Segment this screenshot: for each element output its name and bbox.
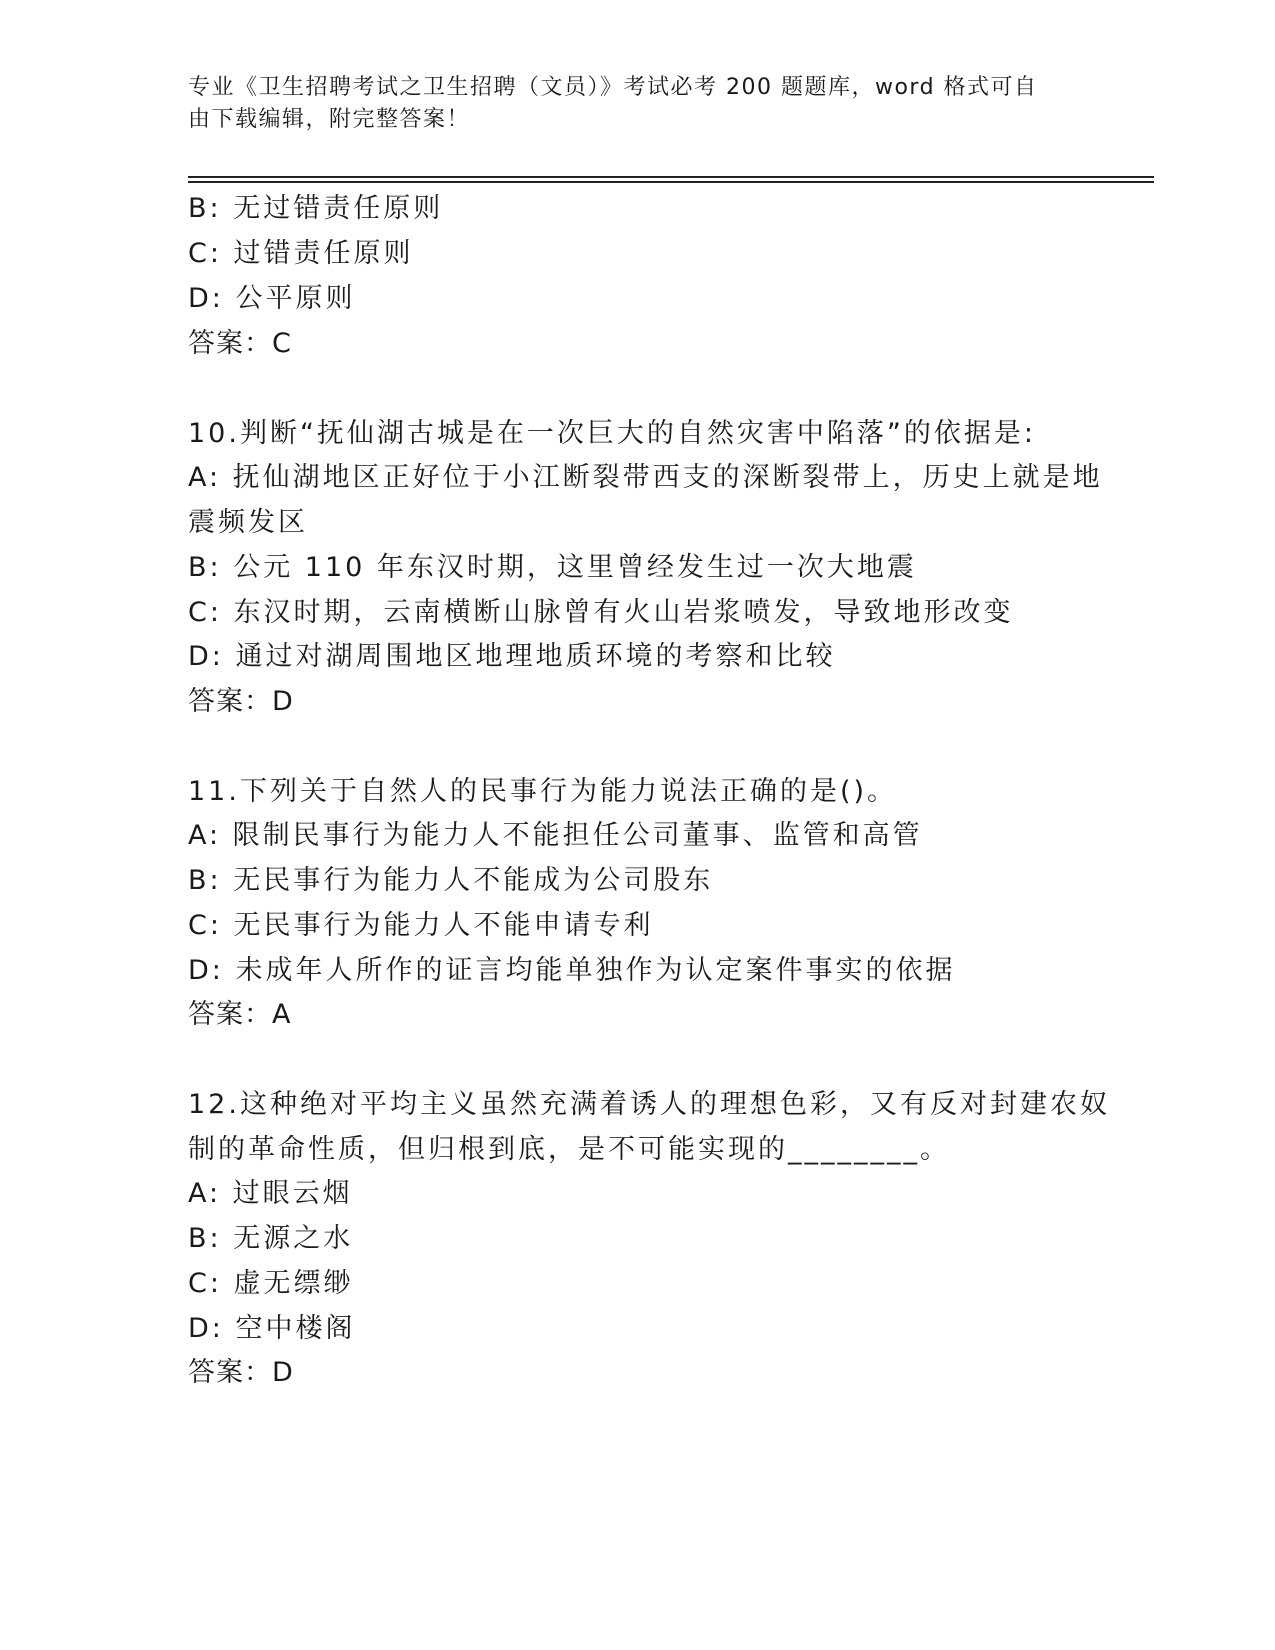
q11-stem: 11.下列关于自然人的民事行为能力说法正确的是()。 [188,776,898,807]
q10-option-a-line-2: 震频发区 [188,507,308,538]
q12-option-b: B: 无源之水 [188,1223,354,1254]
header-line-2: 由下载编辑，附完整答案！ [188,107,471,132]
q12-answer: 答案：D [188,1357,294,1388]
header-line-1: 专业《卫生招聘考试之卫生招聘（文员）》考试必考 200 题题库，word 格式可自 [188,75,1038,100]
q11-option-d: D: 未成年人所作的证言均能单独作为认定案件事实的依据 [188,955,956,986]
q12-option-c: C: 虚无缥缈 [188,1268,354,1299]
q10-stem: 10.判断“抚仙湖古城是在一次巨大的自然灾害中陷落”的依据是: [188,418,1037,449]
q12-stem-line-1: 12.这种绝对平均主义虽然充满着诱人的理想色彩，又有反对封建农奴 [188,1089,1110,1120]
q12-option-a: A: 过眼云烟 [188,1178,353,1209]
q12-stem-line-2: 制的革命性质，但归根到底，是不可能实现的________。 [188,1134,950,1165]
q12-option-d: D: 空中楼阁 [188,1313,356,1344]
q11-option-c: C: 无民事行为能力人不能申请专利 [188,910,654,941]
q10-answer: 答案：D [188,686,294,717]
q9-option-c: C: 过错责任原则 [188,238,414,269]
q11-option-b: B: 无民事行为能力人不能成为公司股东 [188,865,714,896]
q11-answer: 答案：A [188,999,292,1030]
q10-option-a-line-1: A: 抚仙湖地区正好位于小江断裂带西支的深断裂带上，历史上就是地 [188,462,1103,493]
q10-option-d: D: 通过对湖周围地区地理地质环境的考察和比较 [188,641,836,672]
q11-option-a: A: 限制民事行为能力人不能担任公司董事、监管和高管 [188,820,923,851]
header-divider-bottom [188,181,1154,183]
header-divider-top [188,176,1154,178]
q9-answer: 答案：C [188,328,292,359]
document-header [188,72,1068,136]
q10-option-b: B: 公元 110 年东汉时期，这里曾经发生过一次大地震 [188,552,917,583]
q9-option-d: D: 公平原则 [188,283,356,314]
q10-option-c: C: 东汉时期，云南横断山脉曾有火山岩浆喷发，导致地形改变 [188,597,1014,628]
q9-option-b: B: 无过错责任原则 [188,193,444,224]
